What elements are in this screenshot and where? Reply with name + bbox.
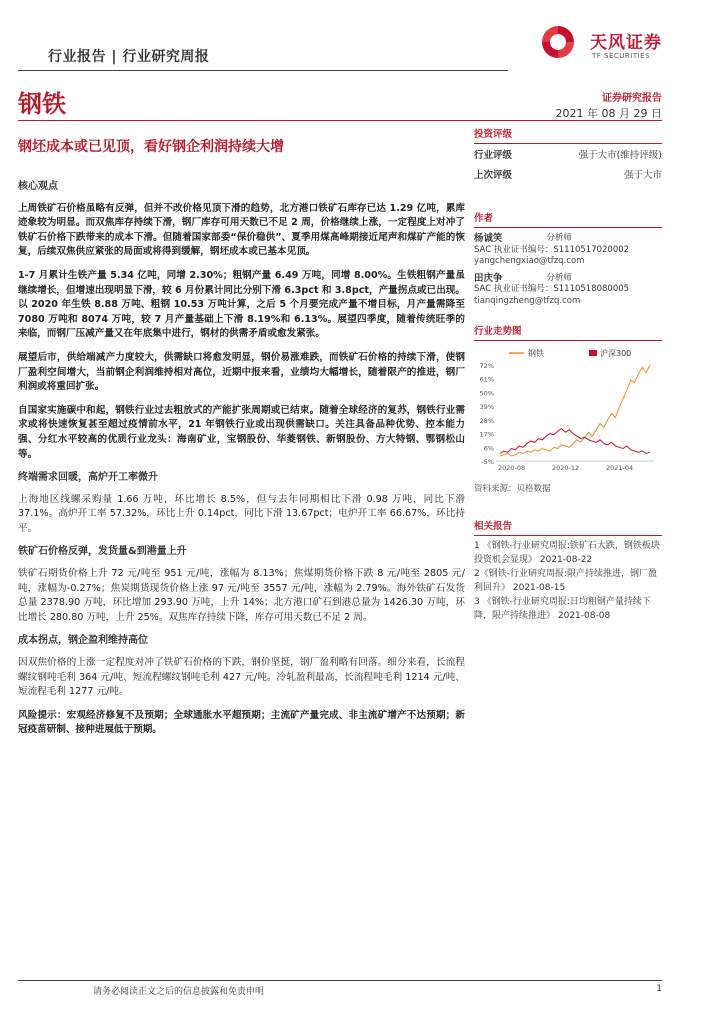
industry-name: 钢铁 (18, 90, 66, 118)
related-report-title: 2《钢铁-行业研究周报:限产持续推进，钢厂盈利回升》 (474, 569, 658, 593)
y-tick-label: 39% (479, 403, 494, 412)
author2-email[interactable]: tianqingzheng@tfzq.com (474, 295, 581, 306)
related-heading: 相关报告 (474, 516, 662, 536)
prev-rating-value: 强于大市 (623, 170, 662, 181)
core-heading: 核心观点 (18, 181, 58, 192)
chart-source: 资料来源：贝格数据 (474, 484, 551, 494)
section2-text: 铁矿石期货价格上升 72 元/吨至 951 元/吨，涨幅为 8.13%；焦煤期货价格下跌 8 元/吨至 2805 元/吨，涨幅为-0.27%；焦炭期货现货价格上涨 97 元/吨至 3557 元/吨，涨幅为 2.79%。海外铁矿石发货总量 2378.90 万吨，环比增加 293.90 万吨，上升 14%；北方港口矿石到港总量为 1426.30 万吨，环比增长 280.80 万吨，上升 25%。双焦库存持续下降，库存可用天数已不足 2 周。 (18, 568, 465, 623)
author2-name: 田庆争 (474, 272, 503, 284)
report-type: 证券研究报告 (602, 93, 662, 104)
author2-title: 分析师 (546, 272, 573, 283)
chart-heading: 行业走势图 (474, 321, 662, 341)
x-tick-label: 2021-04 (606, 464, 634, 472)
y-tick-label: 6% (483, 444, 494, 453)
y-tick-label: 72% (479, 362, 494, 370)
series-steel-line (500, 365, 650, 456)
related-report-title: 3 《钢铁-行业研究周报:日均粗钢产量持续下降，限产持续推进》 (474, 597, 651, 621)
report-category: 行业报告 | 行业研究周报 (48, 49, 210, 65)
y-tick-label: 50% (479, 389, 494, 398)
logo-text-en: TF SECURITIES (592, 52, 651, 60)
para-core-3: 展望后市，供给端减产力度较大，供需缺口将愈发明显，钢价易涨难跌，而铁矿石价格的持续下滑，使钢厂盈利空间增大，当前钢企利润维持相对高位，近期中报来看，业绩均大幅增长，随着限产的推进，钢厂利润或将重回扩张。 (18, 351, 465, 393)
author1-email[interactable]: yangchengxiao@tfzq.com (474, 256, 585, 266)
related-report-date: 2021-08-15 (512, 583, 566, 593)
x-tick-label: 2020-08 (498, 464, 526, 472)
sidebar (474, 124, 662, 623)
section1-heading: 终端需求回暖，高炉开工率微升 (18, 472, 158, 484)
rating-heading: 投资评级 (474, 124, 662, 144)
related-report-item[interactable] (474, 595, 662, 623)
related-list (474, 539, 662, 623)
section2-heading: 铁矿石价格反弹，发货量&到港量上升 (18, 546, 187, 558)
report-title: 钢坯成本或已见顶，看好钢企利润持续大增 (18, 139, 284, 155)
author1-sac: SAC 执业证书编号：S1110517020002 (474, 244, 630, 255)
authors-heading: 作者 (474, 208, 662, 228)
y-tick-label: 61% (479, 375, 494, 384)
related-report-item[interactable] (474, 539, 662, 567)
rating-row-current (474, 144, 662, 164)
trend-chart-svg (474, 345, 662, 475)
section3-text: 因双焦价格的上涨一定程度对冲了铁矿石价格的下跌，钢价坚挺，钢厂盈利略有回落。细分来看，长流程螺纹钢吨毛利 364 元/吨、短流程螺纹钢吨毛利 427 元/吨。冷轧盈利最高，长流程吨毛利 1214 元/吨、短流程毛利 1277 元/吨。 (18, 657, 465, 698)
rating-label: 行业评级 (474, 150, 513, 161)
related-report-item[interactable] (474, 567, 662, 595)
report-date: 2021 年 08 月 29 日 (555, 107, 662, 120)
legend-csi300-label: 沪深300 (600, 349, 632, 358)
footer-divider (18, 980, 662, 981)
section3-heading: 成本拐点，钢企盈利维持高位 (18, 635, 148, 647)
x-tick-label: 2020-12 (552, 464, 580, 472)
author1-name: 杨诚笑 (474, 233, 503, 244)
rating-value: 强于大市(维持评级) (578, 150, 662, 161)
legend-csi300-swatch (589, 350, 597, 356)
para-core-4: 自国家实施碳中和起，钢铁行业过去粗放式的产能扩张周期或已结束。随着全球经济的复苏，钢铁行业需求或将快速恢复甚至超过疫情前水平，21 年钢铁行业或出现供需缺口。关注具备品种优势、控本能力强、分红水平较高的优质行业龙头：海南矿业，宝钢股份、华菱钢铁、新钢股份、方大特钢、鄂钢松山等。 (18, 404, 465, 460)
author1-title: 分析师 (546, 233, 573, 243)
author-2 (474, 273, 662, 308)
related-report-date: 2021-08-22 (539, 555, 593, 565)
page-number: 1 (656, 984, 662, 994)
footer-disclaimer: 请务必阅读正文之后的信息披露和免责申明 (93, 987, 265, 997)
author-1 (474, 233, 662, 268)
prev-rating-label: 上次评级 (474, 170, 513, 181)
section1-text: 上海地区线螺采购量 1.66 万吨，环比增长 8.5%，但与去年同期相比下滑 0.98 万吨，同比下滑 37.1%。高炉开工率 57.32%，环比上升 0.14pct，同比下滑 13.67pct；电炉开工率 66.67%，环比持平。 (18, 493, 465, 534)
trend-chart (474, 345, 662, 478)
y-tick-label: 17% (479, 430, 494, 439)
legend-steel-label: 钢铁 (528, 349, 544, 358)
rating-row-previous (474, 164, 662, 184)
main-body (18, 180, 465, 747)
related-report-date: 2021-08-08 (557, 611, 611, 621)
header-divider (18, 70, 508, 71)
y-tick-label: -5% (481, 458, 494, 466)
risk-warning: 风险提示：宏观经济修复不及预期；全球通胀水平超预期；主流矿产量完成、非主流矿增产不达预期；新冠疫苗研制、接种进展低于预期。 (18, 709, 465, 736)
y-tick-label: 28% (479, 416, 494, 425)
related-report-title: 1 《钢铁-行业研究周报:铁矿石大跌，钢铁板块投资机会显现》 (474, 541, 660, 565)
para-core-2: 1-7 月累计生铁产量 5.34 亿吨，同增 2.30%；粗钢产量 6.49 万吨，同增 8.00%。生铁粗钢产量虽继续增长，但增速出现明显下滑，较 6 月份累计同比分别下滑 6.3pct 和 3.8pct，产量拐点或已出现。以 2020 年生铁 8.88 万吨、粗钢 10.53 万吨计算，之后 5 个月要完成产量不增目标，月产量需降至 7080 万吨和 8074 万吨，较 7 月产量基础上下滑 8.19%和 6.13%。展望四季度，随着传统旺季的来临，而钢厂压减产量又在年底集中进行，钢材的供需矛盾或愈发紧张。 (18, 269, 465, 340)
title-divider (18, 120, 662, 121)
author2-sac: SAC 执业证书编号：S1110518080005 (474, 284, 630, 294)
logo-text-cn: 天风证券 (590, 33, 662, 53)
para-core-1: 上周铁矿石价格虽略有反弹，但并不改价格见顶下滑的趋势，北方港口铁矿石库存已达 1.29 亿吨，累库迹象较为明显。而双焦库存持续下滑，钢厂库存可用天数已不足 2 周，价格继续上涨，一定程度上对冲了铁矿石价格下跌带来的成本下滑。但随着国家部委“保价稳供”、夏季用煤高峰期接近尾声和煤矿产能的恢复，后续双焦供应紧张的局面或将得到缓解，钢坯成本或已基本见顶。 (18, 202, 465, 258)
